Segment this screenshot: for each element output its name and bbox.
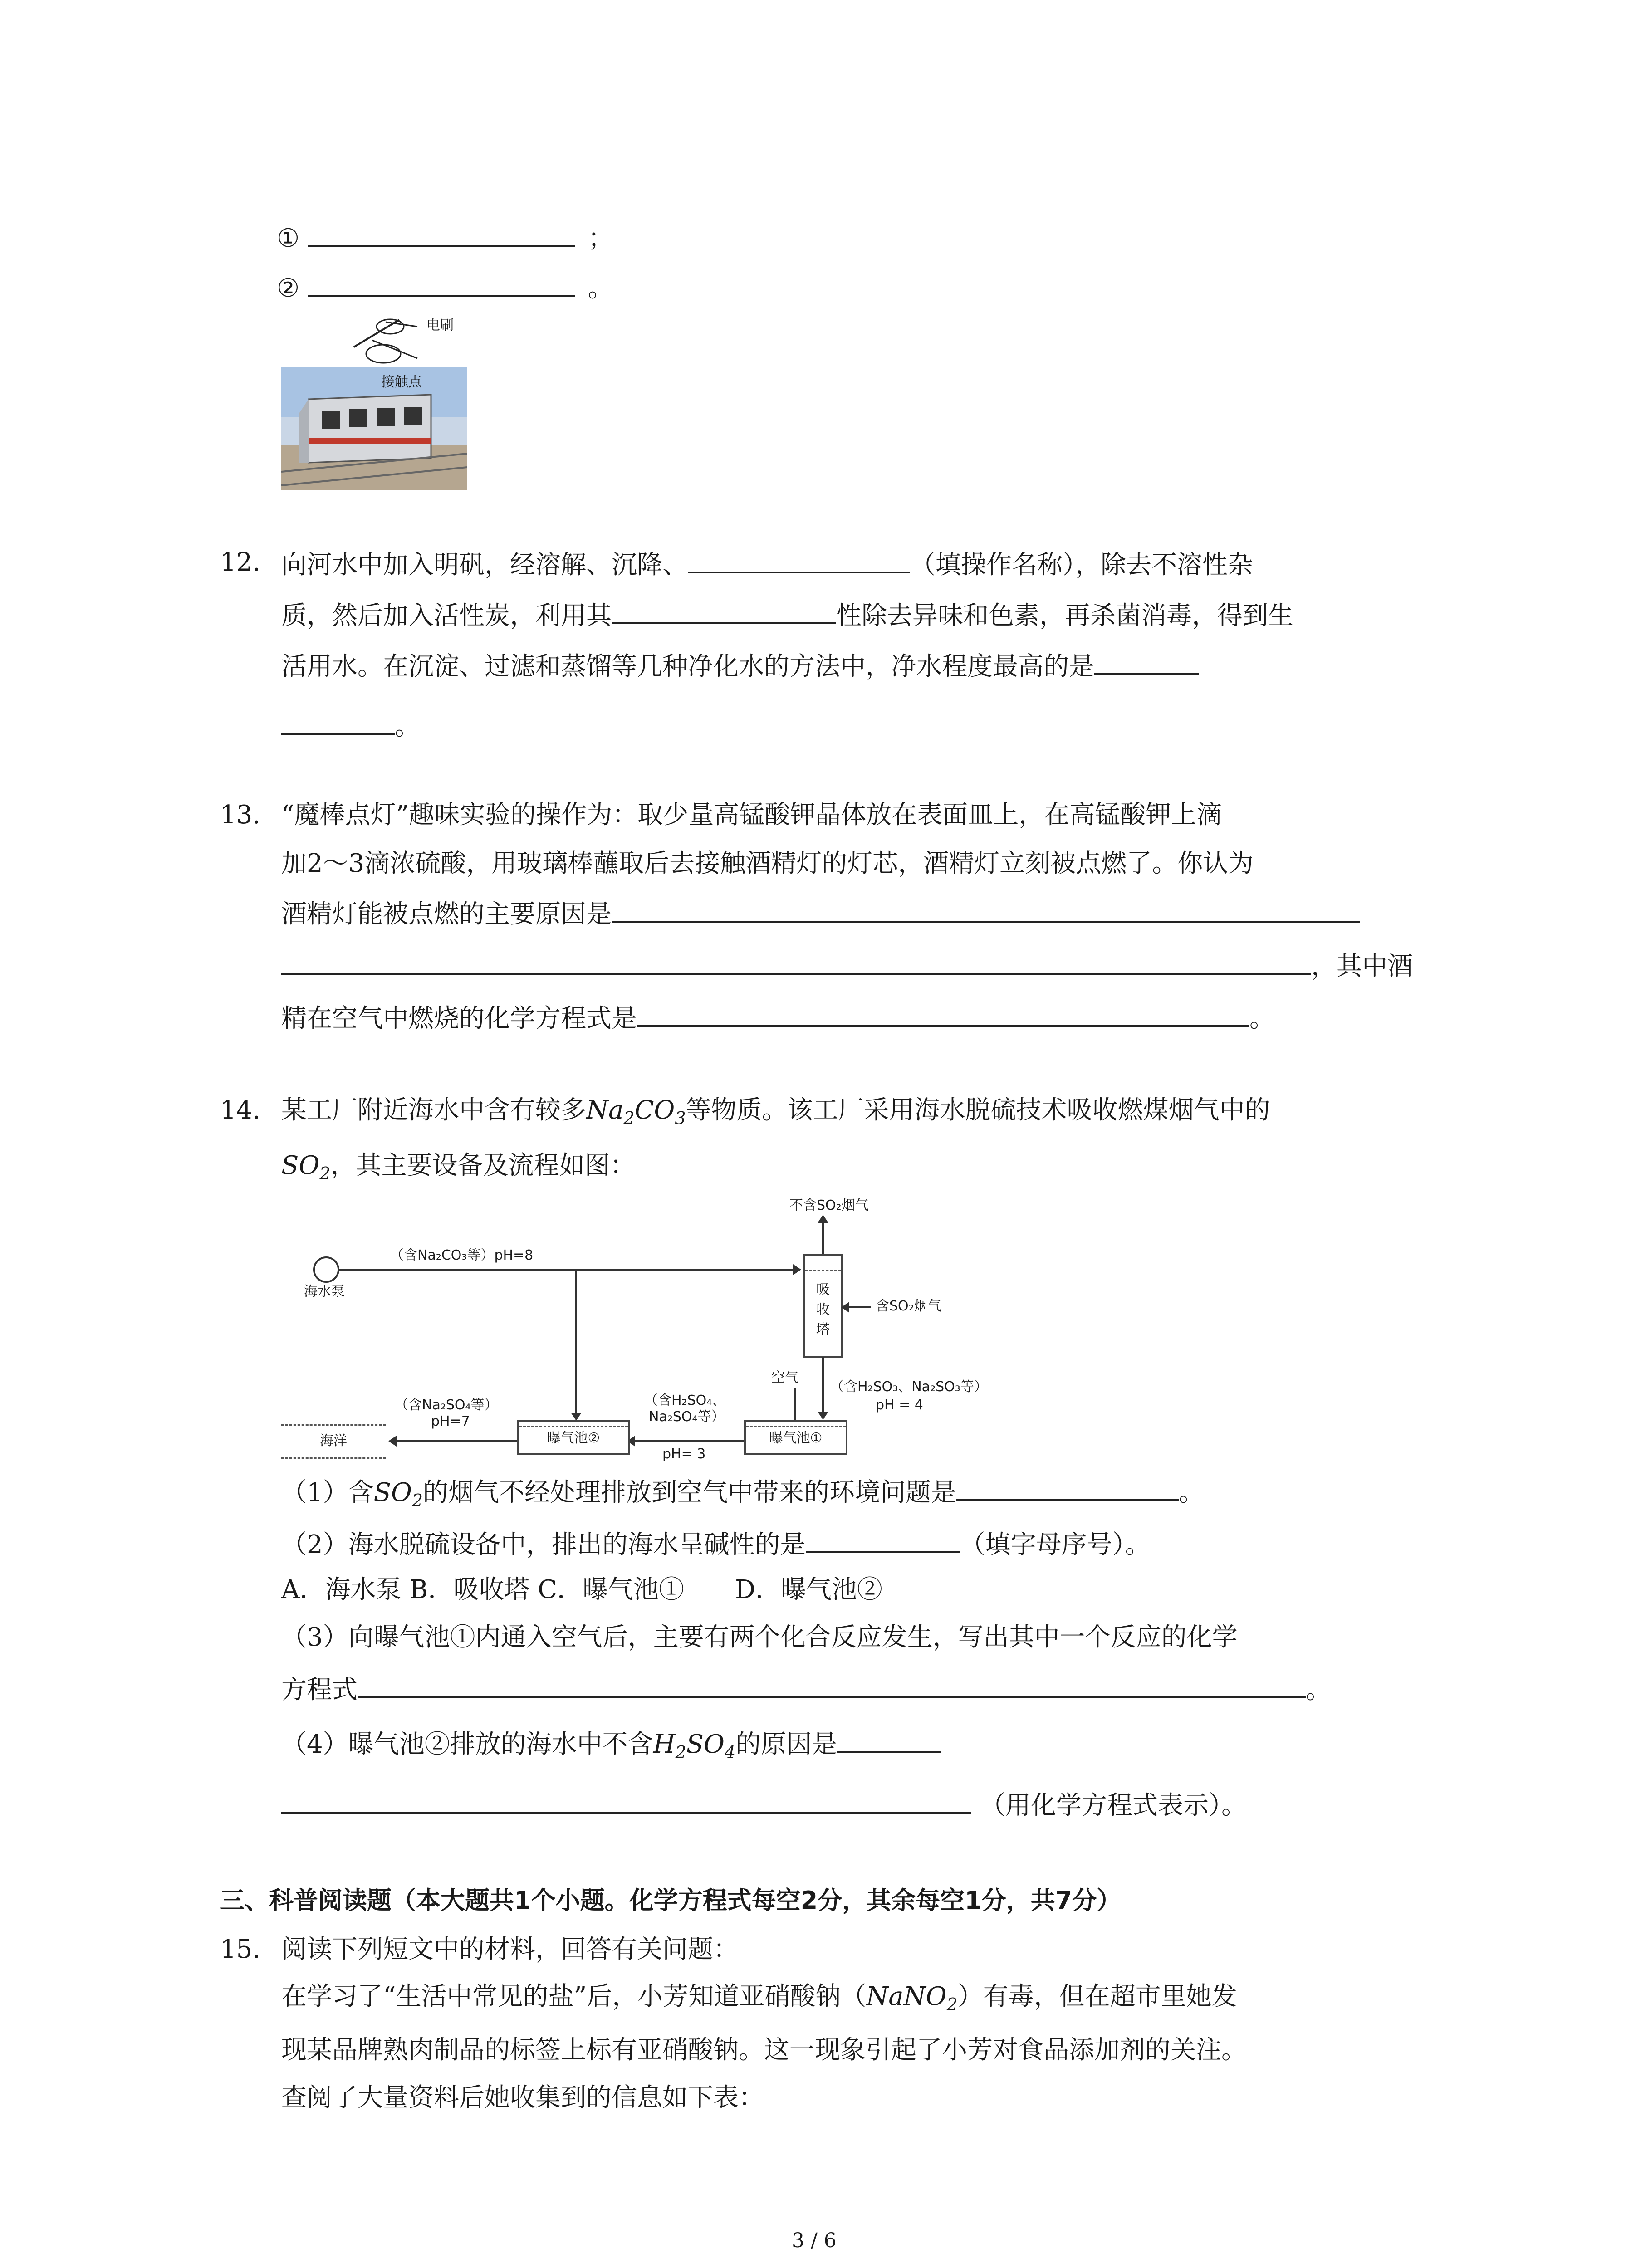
q12-blank-3b[interactable]	[281, 706, 395, 735]
q12-line-1: 向河水中加入明矾，经溶解、沉降、 （填操作名称），除去不溶性杂	[281, 544, 1253, 583]
q15-number: 15.	[220, 1935, 261, 1964]
formula-h2so4: $H_2SO_4$	[653, 1730, 736, 1763]
q14-sub-3-line-2: 方程式 。	[281, 1669, 1331, 1708]
formula-nano2: NaNO$_2$	[866, 1982, 958, 2015]
q15-line-3: 现某品牌熟肉制品的标签上标有亚硝酸钠。这一现象引起了小芳对食品添加剂的关注。	[281, 2035, 1247, 2065]
q11-blank-1[interactable]	[308, 218, 575, 247]
q14-sub-1: （1）含$SO_2$的烟气不经处理排放到空气中带来的环境问题是 。	[281, 1472, 1204, 1519]
q14-options: A．海水泵 B．吸收塔 C．曝气池① D．曝气池②	[281, 1575, 882, 1604]
seawater-pump-icon	[313, 1256, 339, 1283]
label-mid-flow: （含H₂SO₃、Na₂SO₃等）	[830, 1379, 988, 1395]
q13-blank-2[interactable]	[637, 998, 1249, 1027]
label-contact: 接触点	[381, 374, 422, 390]
q14-number: 14.	[220, 1095, 261, 1125]
q14-blank-4b[interactable]	[281, 1785, 971, 1814]
q13-line-5: 精在空气中燃烧的化学方程式是 。	[281, 998, 1275, 1037]
formula-so2-b: $SO_2$	[373, 1478, 423, 1511]
q13-line-3: 酒精灯能被点燃的主要原因是	[281, 894, 1360, 933]
q13-line-1: “魔棒点灯”趣味实验的操作为：取少量高锰酸钾晶体放在表面皿上，在高锰酸钾上滴	[281, 800, 1222, 830]
q11-item-2: ② 。	[277, 268, 613, 307]
q14-blank-3[interactable]	[358, 1669, 1306, 1698]
q13-blank-1a[interactable]	[612, 894, 1360, 923]
label-so2-gas: 含SO₂烟气	[876, 1298, 941, 1314]
label-seawater-pump: 海水泵	[304, 1284, 345, 1300]
label-left-ph: pH=7	[431, 1413, 470, 1429]
q12-line-3: 活用水。在沉淀、过滤和蒸馏等几种净化水的方法中，净水程度最高的是	[281, 646, 1199, 685]
label-left-flow: （含Na₂SO₄等）	[395, 1397, 498, 1413]
q12-blank-1[interactable]	[688, 544, 910, 573]
q14-blank-4a[interactable]	[837, 1724, 941, 1753]
train-illustration	[281, 308, 467, 490]
label-between-flow-2: Na₂SO₄等）	[649, 1409, 725, 1425]
absorption-tower: 吸 收 塔	[803, 1254, 843, 1358]
q12-blank-2[interactable]	[612, 595, 836, 624]
q14-sub-3: （3）向曝气池①内通入空气后，主要有两个化合反应发生，写出其中一个反应的化学	[281, 1623, 1238, 1652]
aeration-pool-2: 曝气池②	[517, 1420, 630, 1455]
train-photo	[281, 308, 467, 490]
circle-2: ②	[277, 274, 300, 303]
label-between-flow-1: （含H₂SO₄、	[644, 1393, 726, 1408]
q15-line-2: 在学习了“生活中常见的盐”后，小芳知道亚硝酸钠（NaNO$_2$）有毒，但在超市里她发	[281, 1982, 1237, 2015]
ocean-area: 海洋	[281, 1424, 386, 1459]
q14-blank-2[interactable]	[806, 1524, 960, 1553]
q14-sub-2: （2）海水脱硫设备中，排出的海水呈碱性的是 （填字母序号）。	[281, 1524, 1151, 1563]
q14-sub-4-line-2: （用化学方程式表示）。	[281, 1785, 1247, 1824]
circle-1: ①	[277, 224, 300, 253]
q15-line-4: 查阅了大量资料后她收集到的信息如下表：	[281, 2083, 764, 2112]
formula-so2: $SO_2$	[281, 1151, 331, 1184]
q11-blank-2[interactable]	[308, 268, 575, 297]
q13-line-4: ，其中酒	[281, 946, 1413, 985]
seawater-desulfurization-diagram	[281, 1198, 989, 1470]
label-between-ph: pH= 3	[662, 1446, 706, 1462]
q15-line-1: 阅读下列短文中的材料，回答有关问题：	[281, 1935, 739, 1964]
q14-line-1: 某工厂附近海水中含有较多$Na_2CO_3$等物质。该工厂采用海水脱硫技术吸收燃煤烟气中的	[281, 1095, 1270, 1129]
page-number: 3 / 6	[792, 2229, 837, 2252]
label-top-flow: （含Na₂CO₃等）pH=8	[390, 1247, 534, 1263]
q13-line-2: 加2～3滴浓硫酸，用玻璃棒蘸取后去接触酒精灯的灯芯，酒精灯立刻被点燃了。你认为	[281, 849, 1254, 878]
q11-item-1: ① ；	[277, 218, 613, 257]
label-no-so2-gas: 不含SO₂烟气	[789, 1198, 869, 1213]
label-mid-ph: pH = 4	[876, 1397, 923, 1413]
aeration-pool-1: 曝气池①	[744, 1420, 847, 1455]
q14-line-2: $SO_2$，其主要设备及流程如图：	[281, 1151, 636, 1184]
section-3-heading: 三、科普阅读题（本大题共1个小题。化学方程式每空2分，其余每空1分，共7分）	[220, 1886, 1122, 1915]
q13-number: 13.	[220, 800, 261, 830]
q12-number: 12.	[220, 547, 261, 577]
q12-blank-3a[interactable]	[1094, 646, 1199, 675]
label-air: 空气	[771, 1370, 798, 1386]
q13-blank-1b[interactable]	[281, 946, 1311, 975]
q12-line-2: 质，然后加入活性炭，利用其 性除去异味和色素，再杀菌消毒，得到生	[281, 595, 1293, 634]
q14-blank-1[interactable]	[956, 1472, 1179, 1501]
label-brush: 电刷	[426, 318, 454, 333]
formula-na2co3: $Na_2CO_3$	[586, 1095, 686, 1129]
q14-sub-4: （4）曝气池②排放的海水中不含$H_2SO_4$的原因是	[281, 1724, 941, 1770]
q12-line-4: 。	[281, 706, 420, 745]
